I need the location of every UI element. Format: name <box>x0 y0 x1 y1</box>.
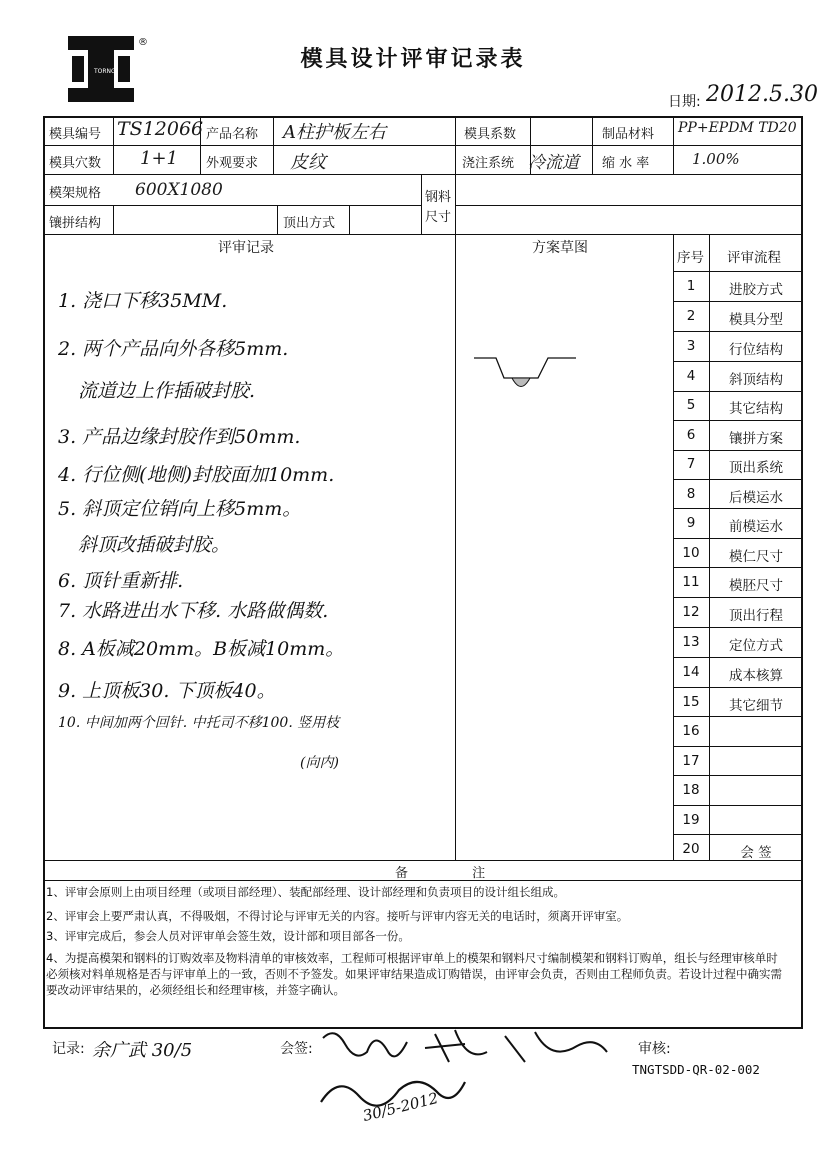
flow-seq: 19 <box>682 812 700 828</box>
material-label: 制品材料 <box>602 127 655 142</box>
record-line: 3. 产品边缘封胶作到50mm. <box>58 426 301 448</box>
flow-seq: 10 <box>682 545 700 561</box>
insert-structure-label: 镶拼结构 <box>49 216 102 231</box>
record-line: 1. 浇口下移35MM. <box>58 290 228 312</box>
appearance-value: 皮纹 <box>290 152 326 173</box>
product-name-label: 产品名称 <box>206 127 259 142</box>
flow-item: 斜顶结构 <box>729 372 783 388</box>
flow-item: 顶出系统 <box>729 460 783 476</box>
flow-item: 进胶方式 <box>729 282 783 298</box>
record-line: 4. 行位侧(地侧)封胶面加10mm. <box>58 464 335 486</box>
flow-seq: 16 <box>682 723 700 739</box>
flow-seq: 1 <box>686 278 696 294</box>
record-line: 流道边上作插破封胶. <box>78 380 256 402</box>
product-name-value: A柱护板左右 <box>283 122 386 143</box>
flow-item: 其它细节 <box>729 698 783 714</box>
flow-item: 模具分型 <box>729 312 783 328</box>
flow-seq: 18 <box>682 782 700 798</box>
cavity-value: 1+1 <box>140 148 178 169</box>
flow-seq: 2 <box>686 308 696 324</box>
flow-seq: 9 <box>686 515 696 531</box>
svg-text:®: ® <box>138 37 148 48</box>
steel-label-1: 钢料 <box>425 190 452 205</box>
appearance-label: 外观要求 <box>206 156 259 171</box>
record-line: 斜顶改插破封胶。 <box>78 534 231 556</box>
flow-seq: 13 <box>682 634 700 650</box>
note-item: 4、为提高模架和钢料的订购效率及物料清单的审核效率，工程师可根据评审单上的模架和钢料尺寸编制模架和钢料订购单，组长与经理审核单时必须核对料单规格是否与评审单上的一致，否则不予签发。如果评审结果造成订购错误，由评审会负责，否则由工程师负责。若设计过程中确实需要改动评审结果的，必须经组长和经理审核，并签字确认。 <box>46 951 782 997</box>
flow-seq: 4 <box>686 368 696 384</box>
flow-item: 顶出行程 <box>729 608 783 624</box>
flow-item: 镶拼方案 <box>729 431 783 447</box>
frame-spec-value: 600X1080 <box>135 180 223 200</box>
shrink-value: 1.00% <box>692 150 740 168</box>
record-label: 记录: <box>52 1041 85 1057</box>
flow-seq: 7 <box>686 456 696 472</box>
mold-no-label: 模具编号 <box>49 127 102 142</box>
ejector-method-label: 顶出方式 <box>283 216 336 231</box>
flow-seq: 15 <box>682 694 700 710</box>
note-item: 2、评审会上要严肃认真，不得吸烟，不得讨论与评审无关的内容。接听与评审内容无关的电话时，须离开评审室。 <box>46 909 629 923</box>
record-line: 2. 两个产品向外各移5mm. <box>58 338 289 360</box>
mold-no-value: TS12066 <box>117 118 204 140</box>
note-item: 1、评审会原则上由项目经理（或项目部经理）、装配部经理、设计部经理和负责项目的设计组长组成。 <box>46 885 566 899</box>
flow-seq: 8 <box>686 486 696 502</box>
flow-seq: 11 <box>682 574 700 590</box>
flow-seq: 3 <box>686 338 696 354</box>
frame-spec-label: 模架规格 <box>49 186 102 201</box>
document-code: TNGTSDD-QR-02-002 <box>632 1062 760 1077</box>
shrink-label: 缩 水 率 <box>602 156 650 171</box>
flow-item: 模仁尺寸 <box>729 549 783 565</box>
runner-value: 冷流道 <box>528 153 579 173</box>
flow-seq: 6 <box>686 427 696 443</box>
flow-item: 会 签 <box>740 845 772 861</box>
flow-seq: 5 <box>686 397 696 413</box>
record-line: 8. A板减20mm。B板减10mm。 <box>58 638 345 660</box>
date-label: 日期: <box>668 94 701 110</box>
flow-seq: 20 <box>682 841 700 857</box>
mold-coef-label: 模具系数 <box>464 127 517 142</box>
flow-item: 定位方式 <box>729 638 783 654</box>
flow-seq: 12 <box>682 604 700 620</box>
notes-title: 备 注 <box>395 866 516 881</box>
record-line: 10. 中间加两个回针. 中托司不移100. 竖用枝 <box>58 715 340 731</box>
flow-item: 其它结构 <box>729 401 783 417</box>
cross-section-sketch <box>470 350 580 400</box>
runner-label: 浇注系统 <box>462 156 515 171</box>
flow-header: 评审流程 <box>727 250 781 266</box>
date-value: 2012.5.30 <box>706 82 818 107</box>
page-title: 模具设计评审记录表 <box>300 47 526 72</box>
seq-header: 序号 <box>677 250 704 266</box>
material-value: PP+EPDM TD20 <box>678 120 797 136</box>
record-line: (向内) <box>300 755 339 771</box>
flow-item: 前模运水 <box>729 519 783 535</box>
countersign-label: 会签: <box>280 1041 313 1057</box>
record-section-title: 评审记录 <box>218 240 274 256</box>
sign-date: 30/5-2012 <box>360 1088 440 1126</box>
note-item: 3、评审完成后，参会人员对评审单会签生效，设计部和项目部各一份。 <box>46 929 410 943</box>
record-line: 7. 水路进出水下移. 水路做偶数. <box>58 600 329 622</box>
flow-seq: 14 <box>682 664 700 680</box>
flow-item: 行位结构 <box>729 342 783 358</box>
record-line: 9. 上顶板30. 下顶板40。 <box>58 680 276 702</box>
flow-seq: 17 <box>682 753 700 769</box>
review-label: 审核: <box>638 1041 671 1057</box>
sketch-section-title: 方案草图 <box>532 240 588 256</box>
flow-item: 成本核算 <box>729 668 783 684</box>
svg-text:TORNG: TORNG <box>94 68 116 75</box>
record-line: 5. 斜顶定位销向上移5mm。 <box>58 498 302 520</box>
flow-item: 后模运水 <box>729 490 783 506</box>
recorder-signature: 余广武 30/5 <box>92 1040 193 1061</box>
record-line: 6. 顶针重新排. <box>58 570 184 592</box>
cavity-label: 模具穴数 <box>49 156 102 171</box>
flow-item: 模胚尺寸 <box>729 578 783 594</box>
steel-label-2: 尺寸 <box>425 210 452 225</box>
